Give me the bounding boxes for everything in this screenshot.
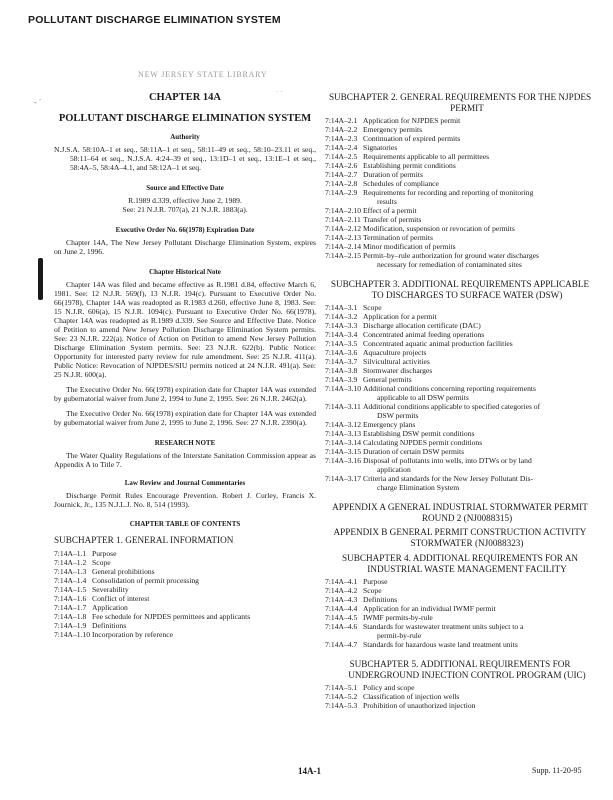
section-title-text: Conflict of interest [92,593,150,603]
section-number: 7:14A–5.2 [325,692,358,701]
toc-entry [325,321,595,330]
section-title-text: Disposal of pollutants into wells, into DTWs or by land [363,456,532,465]
research-note-heading: RESEARCH NOTE [154,439,216,447]
section-number: 7:14A–1.5 [54,584,87,594]
section-title [363,456,595,474]
section-title-text: Policy and scope [363,683,415,692]
section-number: 7:14A–5.1 [325,683,358,692]
section-title-text: Stormwater discharges [363,366,433,375]
section-number: 7:14A–1.1 [54,548,87,558]
section-number: 7:14A–4.1 [325,577,358,586]
section-title [363,348,595,357]
toc-entry [54,549,316,558]
section-title [363,595,595,604]
section-title [92,576,316,585]
section-title [92,549,316,558]
section-title [363,206,595,215]
eo-heading: Executive Order No. 66(1978) Expiration Date [115,226,255,234]
section-title-text: Additional conditions applicable to specified categories of [363,402,541,411]
section-title-text: Establishing DSW permit conditions [363,429,475,438]
toc-entry [325,179,595,188]
section-title [363,640,595,649]
section-number: 7:14A–2.14 [325,242,362,251]
section-title-text: Concentrated aquatic animal production facilities [363,339,513,348]
section-title [363,402,595,420]
toc-entry [325,206,595,215]
toc-entry [325,692,595,701]
section-title-text: Purpose [92,548,117,558]
section-title [363,321,595,330]
section-title-text: Concentrated animal feeding operations [363,330,485,339]
section-number: 7:14A–3.9 [325,375,358,384]
toc-entry [325,330,595,339]
toc-entry [325,683,595,692]
subchapter-1-heading: SUBCHAPTER 1. GENERAL INFORMATION [54,535,234,545]
section-title [92,558,316,567]
subchapter-3-list [325,303,595,492]
toc-entry [325,640,595,649]
law-review-heading: Law Review and Journal Commentaries [124,479,246,487]
toc-entry [325,161,595,170]
section-number: 7:14A–3.3 [325,321,358,330]
section-title-text: Permit–by–rule authorization for ground water discharges [363,251,539,260]
section-number: 7:14A–3.16 [325,456,362,465]
section-title [92,585,316,594]
toc-entry [325,586,595,595]
toc-entry [325,143,595,152]
toc-entry [325,152,595,161]
toc-entry [325,701,595,710]
toc-entry [54,585,316,594]
section-title [363,604,595,613]
section-number: 7:14A–3.2 [325,312,358,321]
historical-note-heading: Chapter Historical Note [149,268,221,276]
section-title [363,357,595,366]
section-title [363,586,595,595]
section-title-text: Aquaculture projects [363,348,427,357]
section-number: 7:14A–2.7 [325,170,358,179]
page-folio: 14A-1 [298,766,321,776]
section-number: 7:14A–3.11 [325,402,361,411]
section-title-text: Criteria and standards for the New Jersey Pollutant Dis- [363,474,533,483]
library-stamp: NEW JERSEY STATE LIBRARY [138,70,268,79]
toc-entry [325,474,595,492]
margin-mark-right: · · [276,88,283,96]
section-number: 7:14A–4.2 [325,586,358,595]
section-title-text: Prohibition of unauthorized injection [363,701,476,710]
section-title-text: IWMF permits-by-rule [363,613,433,622]
section-title [363,701,595,710]
section-number: 7:14A–2.9 [325,188,358,197]
section-number: 7:14A–2.8 [325,179,358,188]
section-title-text: Application for NJPDES permit [363,116,461,125]
subchapter-5-list [325,683,595,710]
toc-entry [54,594,316,603]
supplement-date: Supp. 11-20-95 [532,766,582,775]
subchapter-4-heading: SUBCHAPTER 4. ADDITIONAL REQUIREMENTS FOR AN INDUSTRIAL WASTE MANAGEMENT FACILITY [342,553,578,574]
section-title-text: Scope [363,303,382,312]
section-number: 7:14A–3.6 [325,348,358,357]
toc-entry [325,134,595,143]
toc-entry [325,251,595,269]
historical-note-para-3: The Executive Order No. 66(1978) expiration date for Chapter 14A was extended by gubernatorial waiver from June 2, 1995 to June 2, 1996. See: 27 N.J.R. 2390(a). [54,409,316,427]
section-title-text: Definitions [363,595,398,604]
section-title [363,224,595,233]
section-title [363,161,595,170]
section-title-continuation: application [377,465,411,474]
section-title [92,612,316,621]
section-title-text: Emergency plans [363,420,416,429]
historical-note-para-1: Chapter 14A was filed and became effective as R.1981 d.84, effective March 6, 1981. See: 12 N.J.R. 569(f), 13 N.J.R. 194(c). Pursuant to Executive Order No. 66(1978), Chapter 14A was readopted as R.1983 d.260, effective June 8, 1983. See: 15 N.J.R. 606(a), 15 N.J.R. 1094(c). Pursuant to Executive Order No. 66(1978), Chapter 14A was readopted as R.1989 d.339. See Source and Effective Date. Notice of Petition to amend New Jersey Pollution Discharge Elimination System permits. See: 23 N.J.R. 222(a). Notice of Action on Petition to amend New Jersey Pollution Discharge Elimination System permits. See: 23 N.J.R. 622(b). Public Notice: Opportunity for interested party review for rule amendment. See: 25 N.J.R. 411(a). Public Notice: Revocation of NJPDES/SIU permits noticed at 24 N.J.R. 491(a). See: 25 N.J.R. 600(a). [54,280,316,379]
toc-entry [54,630,316,639]
section-number: 7:14A–3.13 [325,429,362,438]
section-title-text: Application for an individual IWMF permit [363,604,496,613]
section-number: 7:14A–4.4 [325,604,358,613]
section-title [363,134,595,143]
section-title [363,683,595,692]
left-column [54,92,316,639]
section-title [363,613,595,622]
subchapter-5-heading: SUBCHAPTER 5. ADDITIONAL REQUIREMENTS FOR UNDERGROUND INJECTION CONTROL PROGRAM (UIC) [348,659,586,680]
section-title [363,438,595,447]
toc-entry [325,348,595,357]
historical-note-para-2: The Executive Order No. 66(1978) expiration date for Chapter 14A was extended by gubernatorial waiver from June 2, 1994 to June 2, 1995. See: 26 N.J.R. 2462(a). [54,385,316,403]
section-title [363,116,595,125]
toc-entry [325,233,595,242]
section-title-text: Silvicultural activities [363,357,430,366]
toc-entry [325,622,595,640]
section-title [363,447,595,456]
section-title-continuation: necessary for remediation of contaminated sites [377,260,522,269]
section-title-text: Definitions [92,620,127,630]
margin-change-bar [38,258,43,300]
section-number: 7:14A–3.7 [325,357,358,366]
section-title-text: Emergency permits [363,125,423,134]
section-number: 7:14A–3.5 [325,339,358,348]
section-number: 7:14A–3.10 [325,384,362,393]
section-number: 7:14A–2.4 [325,143,358,152]
toc-entry [325,303,595,312]
appendix-b-heading: APPENDIX B GENERAL PERMIT CONSTRUCTION ACTIVITY STORMWATER (NJ0088323) [333,527,587,548]
running-head: POLLUTANT DISCHARGE ELIMINATION SYSTEM [28,14,281,26]
section-number: 7:14A–4.6 [325,622,358,631]
section-title [363,384,595,402]
toc-entry [325,456,595,474]
section-title-text: Consolidation of permit processing [92,575,199,585]
toc-entry [54,621,316,630]
toc-entry [325,429,595,438]
section-title [92,621,316,630]
section-title [363,188,595,206]
section-number: 7:14A–2.2 [325,125,358,134]
subchapter-4-list [325,577,595,649]
section-title-text: Application [92,602,128,612]
section-number: 7:14A–1.4 [54,575,87,585]
section-title [92,567,316,576]
section-title-text: Duration of permits [363,170,423,179]
toc-heading: CHAPTER TABLE OF CONTENTS [129,520,241,528]
toc-entry [325,420,595,429]
section-number: 7:14A–2.11 [325,215,361,224]
subchapter-2-list [325,116,595,269]
section-title-text: Requirements applicable to all permittees [363,152,490,161]
section-title-text: Duration of certain DSW permits [363,447,465,456]
section-title-text: Classification of injection wells [363,692,460,701]
section-number: 7:14A–5.3 [325,701,358,710]
chapter-title: POLLUTANT DISCHARGE ELIMINATION SYSTEM [58,113,312,124]
right-column [325,92,595,710]
section-title [363,474,595,492]
section-title-continuation: DSW permits [377,411,419,420]
section-number: 7:14A–1.9 [54,620,87,630]
section-number: 7:14A–1.10 [54,629,91,639]
toc-entry [325,215,595,224]
toc-entry [325,125,595,134]
toc-entry [325,224,595,233]
toc-entry [325,312,595,321]
source-line-1: R.1989 d.339, effective June 2, 1989. [128,196,242,205]
section-number: 7:14A–3.12 [325,420,362,429]
section-number: 7:14A–1.7 [54,602,87,612]
section-number: 7:14A–2.13 [325,233,362,242]
section-title-text: Signatories [363,143,398,152]
authority-text: N.J.S.A. 58:10A–1 et seq., 58:11A–1 et seq., 58:11–49 et seq., 58:10–23.11 et seq., 58:11–64 et seq., N.J.S.A. 4:24–39 et seq., 13:1D–1 et seq., 13:1E–1 et seq., 58:4A–5, 58:4A–4.1, and 58:12A–1 et seq. [54,145,316,172]
section-title [363,303,595,312]
law-review-text: Discharge Permit Rules Encourage Prevention. Robert J. Curley, Francis X. Journick, Jr., 135 N.J.L.J. No. 8, 514 (1993). [54,491,316,509]
section-title-text: Standards for wastewater treatment units subject to a [363,622,524,631]
section-title [92,603,316,612]
toc-entry [325,604,595,613]
toc-entry [325,438,595,447]
section-title [363,429,595,438]
section-title-text: Requirements for recording and reporting of monitoring [363,188,534,197]
margin-mark: - ´ [34,98,42,107]
toc-entry [54,558,316,567]
eo-text: Chapter 14A, The New Jersey Pollutant Discharge Elimination System, expires on June 2, 1996. [54,238,316,256]
section-title [363,242,595,251]
toc-entry [325,595,595,604]
section-title [363,577,595,586]
section-title-text: Continuation of expired permits [363,134,461,143]
section-title-continuation: results [377,197,397,206]
section-title [363,152,595,161]
section-title-text: Calculating NJPDES permit conditions [363,438,483,447]
section-number: 7:14A–3.15 [325,447,362,456]
subchapter-1-list [54,549,316,639]
section-title-text: Minor modification of permits [363,242,456,251]
section-number: 7:14A–2.12 [325,224,362,233]
authority-heading: Authority [170,133,200,141]
toc-entry [325,366,595,375]
toc-entry [325,375,595,384]
section-title-text: General permits [363,375,412,384]
section-title [363,339,595,348]
section-title-text: Transfer of permits [363,215,422,224]
section-number: 7:14A–2.15 [325,251,362,260]
section-number: 7:14A–2.3 [325,134,358,143]
source-line-2: See: 21 N.J.R. 707(a), 21 N.J.R. 1883(a). [122,205,248,214]
section-title-text: Purpose [363,577,388,586]
section-title [363,125,595,134]
section-title-continuation: charge Elimination System [377,483,460,492]
source-heading: Source and Effective Date [146,184,224,192]
toc-entry [54,612,316,621]
section-title [363,366,595,375]
toc-entry [54,603,316,612]
section-number: 7:14A–1.6 [54,593,87,603]
toc-entry [325,116,595,125]
section-title [363,375,595,384]
section-number: 7:14A–1.8 [54,611,87,621]
section-title [363,179,595,188]
toc-entry [325,242,595,251]
toc-entry [325,188,595,206]
section-title-text: Termination of permits [363,233,433,242]
toc-entry [54,576,316,585]
section-title [363,330,595,339]
toc-entry [325,170,595,179]
section-title-text: Severability [92,584,129,594]
section-title-text: Additional conditions concerning reporting requirements [363,384,536,393]
section-title-text: Incorporation by reference [92,629,173,639]
section-number: 7:14A–4.3 [325,595,358,604]
section-title [363,170,595,179]
section-title [363,233,595,242]
section-title-text: General prohibitions [92,566,155,576]
section-number: 7:14A–3.4 [325,330,358,339]
section-number: 7:14A–3.1 [325,303,358,312]
section-title-continuation: permit-by-rule [377,631,422,640]
section-title-text: Establishing permit conditions [363,161,456,170]
section-number: 7:14A–2.10 [325,206,362,215]
subchapter-3-heading: SUBCHAPTER 3. ADDITIONAL REQUIREMENTS APPLICABLE TO DISCHARGES TO SURFACE WATER (DSW) [330,279,590,300]
toc-entry [325,577,595,586]
chapter-number: CHAPTER 14A [148,92,222,103]
toc-entry [325,357,595,366]
section-title-text: Modification, suspension or revocation of permits [363,224,515,233]
toc-entry [325,613,595,622]
toc-entry [325,402,595,420]
section-title-text: Effect of a permit [363,206,417,215]
section-number: 7:14A–2.5 [325,152,358,161]
section-title [363,692,595,701]
section-title [363,143,595,152]
section-title-continuation: applicable to all DSW permits [377,393,469,402]
appendix-a-heading: APPENDIX A GENERAL INDUSTRIAL STORMWATER PERMIT ROUND 2 (NJ0088315) [332,502,588,523]
section-title [363,251,595,269]
toc-entry [325,384,595,402]
section-title-text: Schedules of compliance [363,179,439,188]
section-title [92,594,316,603]
section-number: 7:14A–2.1 [325,116,358,125]
section-title-text: Scope [92,557,111,567]
section-number: 7:14A–2.6 [325,161,358,170]
section-title-text: Standards for hazardous waste land treatment units [363,640,518,649]
section-number: 7:14A–4.5 [325,613,358,622]
section-title [92,630,316,639]
section-title [363,622,595,640]
toc-entry [325,339,595,348]
toc-entry [325,447,595,456]
section-title-text: Scope [363,586,382,595]
section-number: 7:14A–4.7 [325,640,358,649]
section-title [363,215,595,224]
section-number: 7:14A–3.8 [325,366,358,375]
subchapter-2-heading: SUBCHAPTER 2. GENERAL REQUIREMENTS FOR THE NJPDES PERMIT [328,92,592,113]
section-title-text: Fee schedule for NJPDES permittees and applicants [92,611,251,621]
section-number: 7:14A–1.3 [54,566,87,576]
research-note-text: The Water Quality Regulations of the Interstate Sanitation Commission appear as Appendix A to Title 7. [54,451,316,469]
section-number: 7:14A–3.17 [325,474,362,483]
section-title [363,420,595,429]
section-title-text: Discharge allocation certificate (DAC) [363,321,481,330]
section-number: 7:14A–3.14 [325,438,362,447]
toc-entry [54,567,316,576]
section-title [363,312,595,321]
section-number: 7:14A–1.2 [54,557,87,567]
section-title-text: Application for a permit [363,312,437,321]
